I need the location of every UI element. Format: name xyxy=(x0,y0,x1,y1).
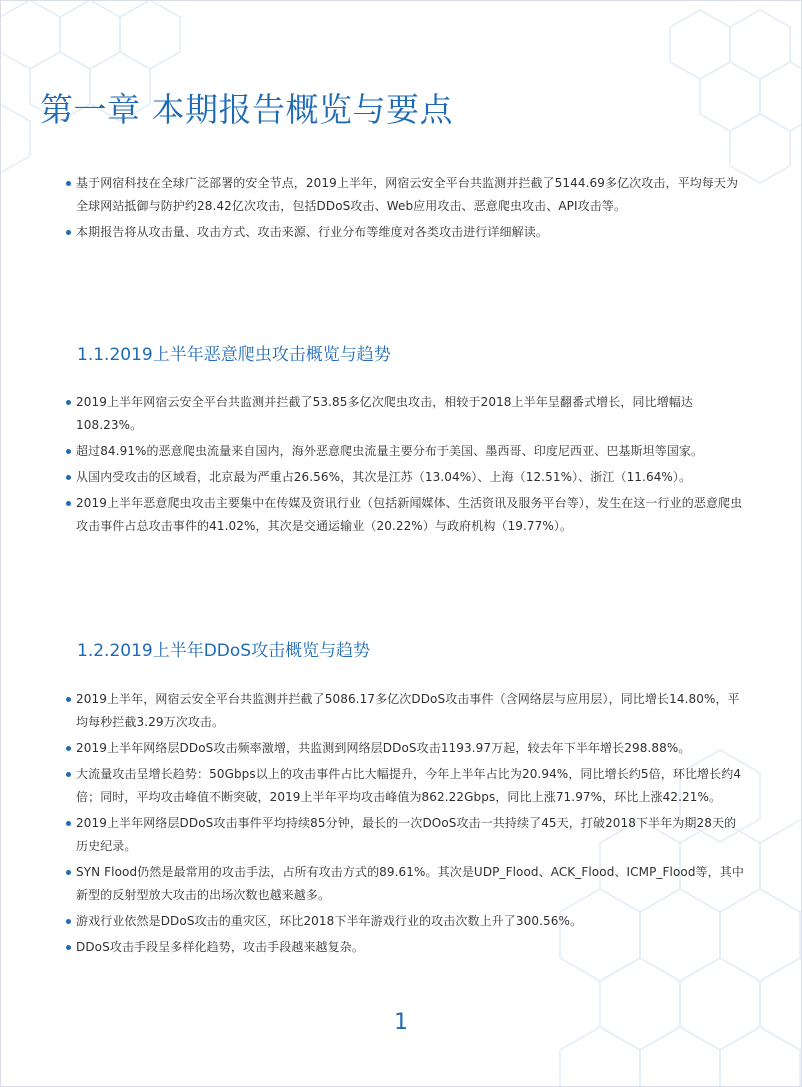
list-item: 基于网宿科技在全球广泛部署的安全节点，2019上半年，网宿云安全平台共监测并拦截了5144.69多亿次攻击，平均每天为全球网站抵御与防护约28.42亿次攻击，包括DDoS攻击、Web应用攻击、恶意爬虫攻击、API攻击等。 xyxy=(64,172,744,218)
list-item: 大流量攻击呈增长趋势：50Gbps以上的攻击事件占比大幅提升，今年上半年占比为20.94%，同比增长约5倍，环比增长约4倍；同时，平均攻击峰值不断突破，2019上半年平均攻击峰值为862.22Gbps，同比上涨71.97%，环比上涨42.21%。 xyxy=(64,763,744,809)
list-item: 从国内受攻击的区域看，北京最为严重占26.56%，其次是江苏（13.04%）、上海（12.51%）、浙江（11.64%）。 xyxy=(64,466,744,489)
list-item: 2019上半年网络层DDoS攻击频率激增，共监测到网络层DDoS攻击1193.97万起，较去年下半年增长298.88%。 xyxy=(64,737,744,760)
section-title-crawler: 1.1.2019上半年恶意爬虫攻击概览与趋势 xyxy=(77,345,391,365)
list-item: 游戏行业依然是DDoS攻击的重灾区，环比2018下半年游戏行业的攻击次数上升了300.56%。 xyxy=(64,910,744,933)
list-item: 2019上半年网络层DDoS攻击事件平均持续85分钟，最长的一次DOoS攻击一共持续了45天，打破2018下半年为期28天的历史纪录。 xyxy=(64,812,744,858)
ddos-summary-list xyxy=(64,688,744,962)
list-item: 2019上半年恶意爬虫攻击主要集中在传媒及资讯行业（包括新闻媒体、生活资讯及服务平台等），发生在这一行业的恶意爬虫攻击事件占总攻击事件的41.02%，其次是交通运输业（20.22%）与政府机构（19.77%）。 xyxy=(64,492,744,538)
list-item: SYN Flood仍然是最常用的攻击手法，占所有攻击方式的89.61%。其次是UDP_Flood、ACK_Flood、ICMP_Flood等，其中新型的反射型放大攻击的出场次数也越来越多。 xyxy=(64,861,744,907)
list-item: 2019上半年网宿云安全平台共监测并拦截了53.85多亿次爬虫攻击，相较于2018上半年呈翻番式增长，同比增幅达108.23%。 xyxy=(64,391,744,437)
page-number: 1 xyxy=(394,1010,408,1035)
list-item: 超过84.91%的恶意爬虫流量来自国内，海外恶意爬虫流量主要分布于美国、墨西哥、印度尼西亚、巴基斯坦等国家。 xyxy=(64,440,744,463)
crawler-summary-list xyxy=(64,391,744,541)
chapter-title: 第一章 本期报告概览与要点 xyxy=(40,90,453,129)
list-item: 2019上半年，网宿云安全平台共监测并拦截了5086.17多亿次DDoS攻击事件（含网络层与应用层），同比增长14.80%，平均每秒拦截3.29万次攻击。 xyxy=(64,688,744,734)
chapter-summary-list xyxy=(64,172,744,247)
section-title-ddos: 1.2.2019上半年DDoS攻击概览与趋势 xyxy=(77,641,371,661)
list-item: 本期报告将从攻击量、攻击方式、攻击来源、行业分布等维度对各类攻击进行详细解读。 xyxy=(64,221,744,244)
list-item: DDoS攻击手段呈多样化趋势，攻击手段越来越复杂。 xyxy=(64,936,744,959)
